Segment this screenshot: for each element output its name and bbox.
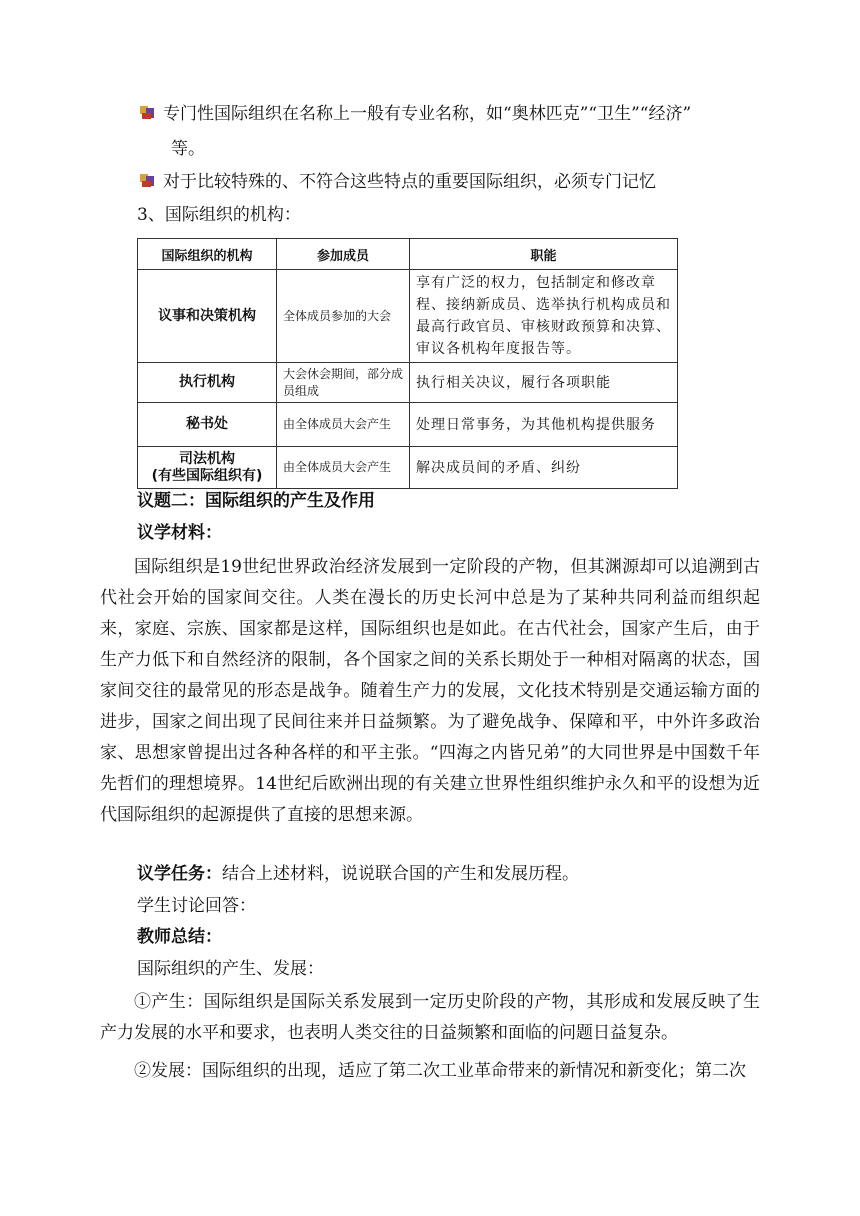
material-text: 国际组织是19世纪世界政治经济发展到一定阶段的产物，但其渊源却可以追溯到古代社会开始的国家间交往。人类在漫长的历史长河中总是为了某种共同利益而组织起来，家庭、宗族、国家都是这样，国际组织也是如此。在古代社会，国家产生后，由于生产力低下和自然经济的限制，各个国家之间的关系长期处于一种相对隔离的状态，国家间交往的最常见的形态是战争。随着生产力的发展，文化技术特别是交通运输方面的进步，国家之间出现了民间往来并日益频繁。为了避免战争、保障和平，中外许多政治家、思想家曾提出过各种各样的和平主张。“四海之内皆兄弟”的大同世界是中国数千年先哲们的理想境界。14世纪后欧洲出现的有关建立世界性组织维护永久和平的设想为近代国际组织的起源提供了直接的思想来源。 bbox=[100, 557, 760, 825]
table-header-cell: 职能 bbox=[410, 239, 678, 270]
table-cell-org bbox=[138, 447, 277, 489]
table-cell-org: 议事和决策机构 bbox=[138, 270, 277, 363]
section-3-title: 3、国际组织的机构： bbox=[137, 205, 301, 225]
org-structure-table bbox=[137, 238, 678, 489]
task-label: 议学任务： bbox=[137, 864, 222, 884]
table-cell-members: 由全体成员大会产生 bbox=[277, 403, 410, 447]
table-cell-org: 秘书处 bbox=[138, 403, 277, 447]
table-header-row bbox=[138, 239, 678, 270]
task-line bbox=[137, 863, 579, 885]
topic-2-title: 议题二：国际组织的产生及作用 bbox=[137, 491, 375, 511]
student-answer: 学生讨论回答： bbox=[137, 896, 256, 916]
org-name: 司法机构 bbox=[179, 450, 235, 467]
bullet-icon bbox=[140, 174, 154, 188]
material-label: 议学材料： bbox=[137, 523, 222, 543]
table-cell-members: 全体成员参加的大会 bbox=[277, 270, 410, 363]
table-header-cell: 参加成员 bbox=[277, 239, 410, 270]
table-row bbox=[138, 403, 678, 447]
table-row bbox=[138, 270, 678, 363]
bullet-text-1-cont: 等。 bbox=[171, 139, 205, 159]
point-2: ②发展：国际组织的出现，适应了第二次工业革命带来的新情况和新变化；第二次 bbox=[134, 1061, 746, 1081]
table-row bbox=[138, 447, 678, 489]
bullet-text-2: 对于比较特殊的、不符合这些特点的重要国际组织，必须专门记忆 bbox=[163, 172, 656, 192]
table-cell-members: 大会休会期间，部分成员组成 bbox=[277, 363, 410, 403]
bullet-text-1: 专门性国际组织在名称上一般有专业名称，如“奥林匹克”“卫生”“经济” bbox=[163, 104, 692, 124]
table-cell-function: 享有广泛的权力，包括制定和修改章程、接纳新成员、选举执行机构成员和最高行政官员、审核财政预算和决算、审议各机构年度报告等。 bbox=[410, 270, 678, 363]
table-cell-org: 执行机构 bbox=[138, 363, 277, 403]
task-text: 结合上述材料，说说联合国的产生和发展历程。 bbox=[222, 864, 579, 884]
org-note: (有些国际组织有) bbox=[151, 467, 263, 484]
teacher-summary: 教师总结： bbox=[137, 927, 222, 947]
table-cell-function: 解决成员间的矛盾、纠纷 bbox=[410, 447, 678, 489]
point-1: ①产生：国际组织是国际关系发展到一定历史阶段的产物，其形成和发展反映了生产力发展的水平和要求，也表明人类交往的日益频繁和面临的问题日益复杂。 bbox=[100, 992, 760, 1043]
bullet-icon bbox=[140, 106, 154, 120]
table-header-cell: 国际组织的机构 bbox=[138, 239, 277, 270]
table-cell-function: 处理日常事务，为其他机构提供服务 bbox=[410, 403, 678, 447]
table-cell-members: 由全体成员大会产生 bbox=[277, 447, 410, 489]
table-row bbox=[138, 363, 678, 403]
table-cell-function: 执行相关决议，履行各项职能 bbox=[410, 363, 678, 403]
origin-title: 国际组织的产生、发展： bbox=[137, 959, 324, 979]
